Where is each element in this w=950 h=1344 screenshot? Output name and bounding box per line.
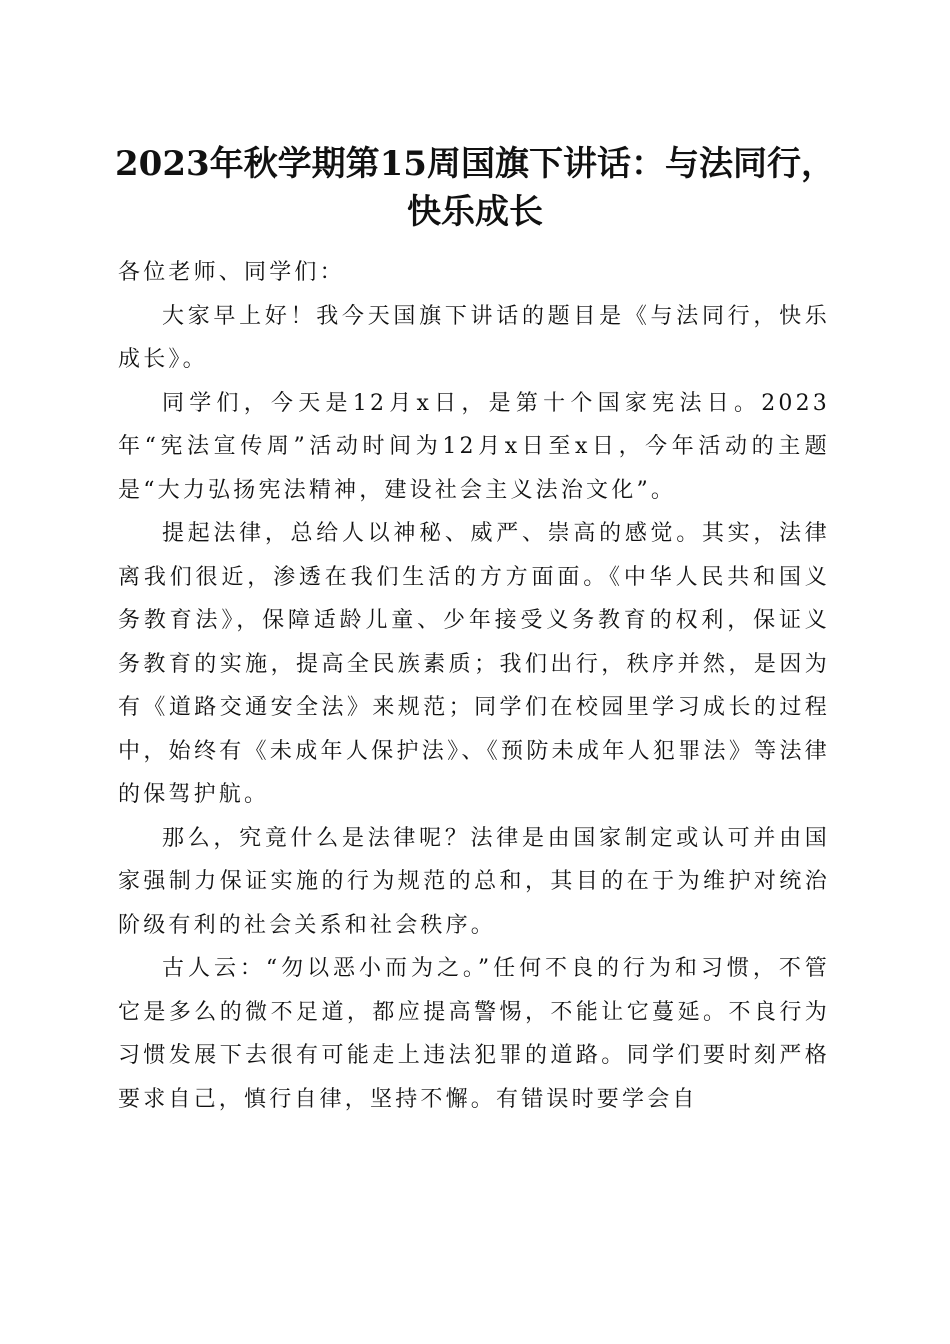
title-line-2: 快乐成长: [407, 192, 543, 232]
paragraph: 大家早上好！我今天国旗下讲话的题目是《与法同行，快乐成长》。: [118, 303, 830, 372]
paragraph: 那么，究竟什么是法律呢？法律是由国家制定或认可并由国家强制力保证实施的行为规范的总和，其目的在于为维护对统治阶级有利的社会关系和社会秩序。: [118, 825, 830, 938]
paragraph: 同学们，今天是12月x日，是第十个国家宪法日。2023年“宪法宣传周”活动时间为12月x日至x日，今年活动的主题是“大力弘扬宪法精神，建设社会主义法治文化”。: [118, 390, 830, 503]
paragraph: 提起法律，总给人以神秘、威严、崇高的感觉。其实，法律离我们很近，渗透在我们生活的方方面面。《中华人民共和国义务教育法》，保障适龄儿童、少年接受义务教育的权利，保证义务教育的实施，提高全民族素质；我们出行，秩序并然，是因为有《道路交通安全法》来规范；同学们在校园里学习成长的过程中，始终有《未成年人保护法》、《预防未成年人犯罪法》等法律的保驾护航。: [118, 521, 830, 807]
paragraph: 古人云：“勿以恶小而为之。”任何不良的行为和习惯，不管它是多么的微不足道，都应提高警惕，不能让它蔓延。不良行为习惯发展下去很有可能走上违法犯罪的道路。同学们要时刻严格要求自己，慎行自律，坚持不懈。有错误时要学会自: [118, 956, 830, 1112]
title-line-1: 2023年秋学期第15周国旗下讲话：与法同行，: [115, 144, 835, 184]
document-body: [118, 251, 830, 1121]
salutation: 各位老师、同学们：: [118, 260, 345, 285]
document-title: [100, 140, 850, 236]
